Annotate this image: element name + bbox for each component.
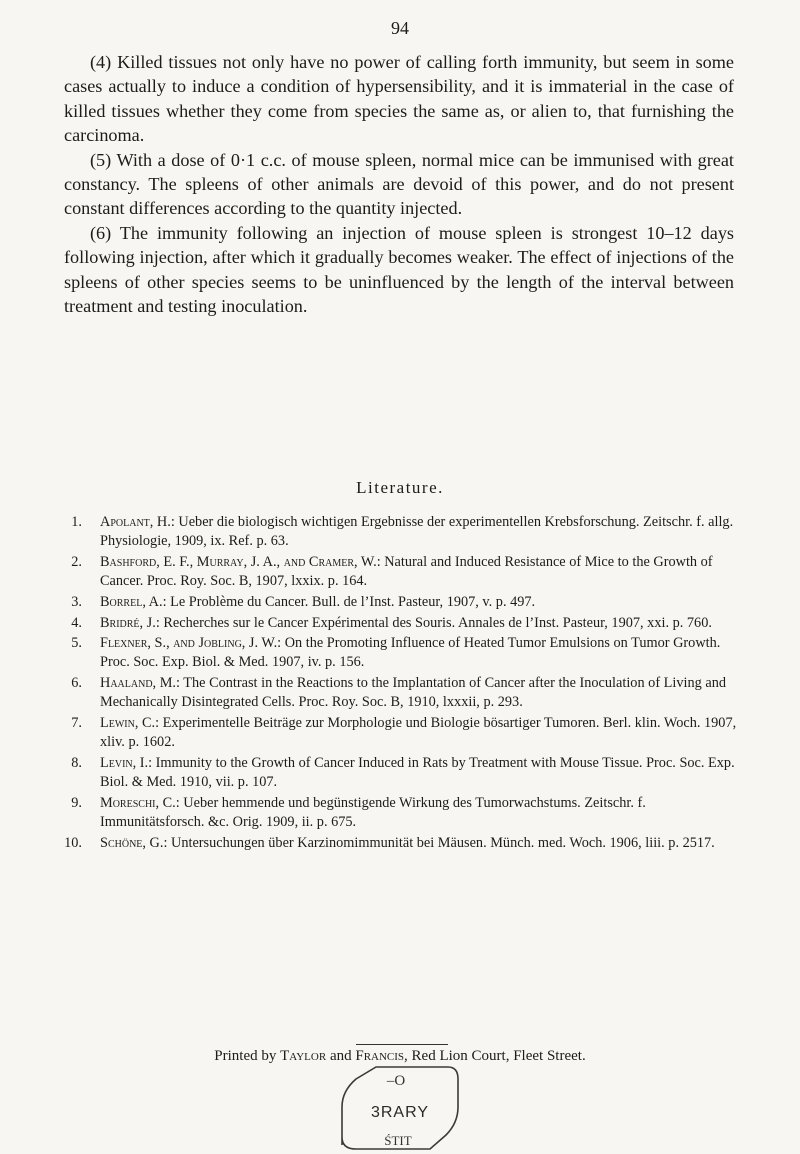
reference-item xyxy=(54,794,738,832)
printer-name: Taylor xyxy=(280,1048,327,1064)
reference-text: : Experimentelle Beiträge zur Morphologie und Biologie bösartiger Tumoren. Berl. klin. Woch. 1907, xliv. p. 1602. xyxy=(100,715,737,751)
stamp-top-text: –O xyxy=(386,1073,406,1089)
reference-text: : Natural and Induced Resistance of Mice to the Growth of Cancer. Proc. Roy. Soc. B, 1907, lxxix. p. 164. xyxy=(100,553,713,590)
reference-item xyxy=(54,674,738,712)
reference-number: 7. xyxy=(71,715,82,732)
reference-number: 9. xyxy=(71,794,82,811)
library-stamp xyxy=(338,1063,464,1153)
reference-number: 10. xyxy=(64,834,82,851)
reference-authors: Bashford, E. F., Murray, J. A., and Cramer, W. xyxy=(100,553,377,570)
reference-item xyxy=(54,714,738,752)
reference-item xyxy=(54,553,738,591)
reference-item xyxy=(54,614,738,633)
reference-item xyxy=(54,754,738,792)
reference-authors: Bridré, J. xyxy=(100,614,156,631)
reference-item xyxy=(54,593,738,612)
reference-number: 4. xyxy=(71,614,82,631)
reference-authors: Haaland, M. xyxy=(100,675,176,692)
reference-list xyxy=(54,513,738,854)
reference-text: : Ueber hemmende und begünstigende Wirkung des Tumorwachstums. Zeitschr. f. Immunitätsforsch. &c. Orig. 1909, ii. p. 675. xyxy=(100,794,646,831)
reference-text: : Immunity to the Growth of Cancer Induced in Rats by Treatment with Mouse Tissue. Proc. Soc. Exp. Biol. & Med. 1910, vii. p. 107. xyxy=(100,754,735,791)
body-text xyxy=(64,50,734,318)
reference-authors: Borrel, A. xyxy=(100,593,163,610)
paragraph-6: (6) The immunity following an injection of mouse spleen is strongest 10–12 days following injection, after which it gradually becomes weaker. The effect of injections of the spleens of other species seems to be uninfluenced by the length of the interval between treatment and testing inoculation. xyxy=(64,222,734,317)
literature-heading: Literature. xyxy=(356,478,444,497)
stamp-middle-text: 3RARY xyxy=(370,1104,430,1121)
printer-suffix: , Red Lion Court, Fleet Street. xyxy=(404,1048,586,1064)
reference-item xyxy=(54,513,738,551)
printer-prefix: Printed by xyxy=(214,1048,281,1064)
paragraph-4: (4) Killed tissues not only have no power of calling forth immunity, but seem in some cases actually to induce a condition of hypersensibility, and it is immaterial in the case of killed tissues whether they come from species the same as, or alien to, that furnishing the carcinoma. xyxy=(64,52,734,146)
reference-number: 8. xyxy=(71,754,82,771)
reference-number: 2. xyxy=(71,553,82,570)
reference-authors: Moreschi, C. xyxy=(100,794,176,811)
reference-number: 3. xyxy=(71,593,82,610)
reference-text: : The Contrast in the Reactions to the Implantation of Cancer after the Inoculation of Living and Mechanically Disintegrated Cells. Proc. Roy. Soc. B, 1910, lxxxii, p. 293. xyxy=(100,675,726,711)
printer-name-2: Francis xyxy=(355,1048,405,1064)
reference-item xyxy=(54,634,738,672)
divider-rule xyxy=(356,1044,448,1045)
reference-text: : Untersuchungen über Karzinomimmunität bei Mäusen. Münch. med. Woch. 1906, liii. p. 2517. xyxy=(163,834,715,851)
reference-authors: Lewin, C. xyxy=(100,715,156,732)
reference-text: : Ueber die biologisch wichtigen Ergebnisse der experimentellen Krebsforschung. Zeitschr. f. allg. Physiologie, 1909, ix. Ref. p. 63. xyxy=(100,514,734,550)
page-number: 94 xyxy=(391,18,409,38)
reference-number: 5. xyxy=(71,635,82,652)
reference-number: 6. xyxy=(71,675,82,692)
reference-text: : Recherches sur le Cancer Expérimental des Souris. Annales de l’Inst. Pasteur, 1907, xxi. p. 760. xyxy=(155,614,712,631)
reference-authors: Levin, I. xyxy=(100,754,149,771)
reference-text: : On the Promoting Influence of Heated Tumor Emulsions on Tumor Growth. Proc. Soc. Exp. Biol. & Med. 1907, iv. p. 156. xyxy=(100,635,721,671)
stamp-bottom-text: ŚTIT xyxy=(384,1133,412,1148)
reference-authors: Apolant, H. xyxy=(100,514,171,530)
printer-middle: and xyxy=(326,1048,356,1064)
paragraph-5: (5) With a dose of 0·1 c.c. of mouse spleen, normal mice can be immunised with great constancy. The spleens of other animals are devoid of this power, and do not present constant differences according to the quantity injected. xyxy=(64,149,734,219)
reference-text: : Le Problème du Cancer. Bull. de l’Inst. Pasteur, 1907, v. p. 497. xyxy=(162,593,536,610)
reference-authors: Flexner, S., and Jobling, J. W. xyxy=(100,635,278,652)
reference-item xyxy=(54,834,738,853)
reference-number: 1. xyxy=(71,514,82,530)
reference-authors: Schöne, G. xyxy=(100,834,164,851)
